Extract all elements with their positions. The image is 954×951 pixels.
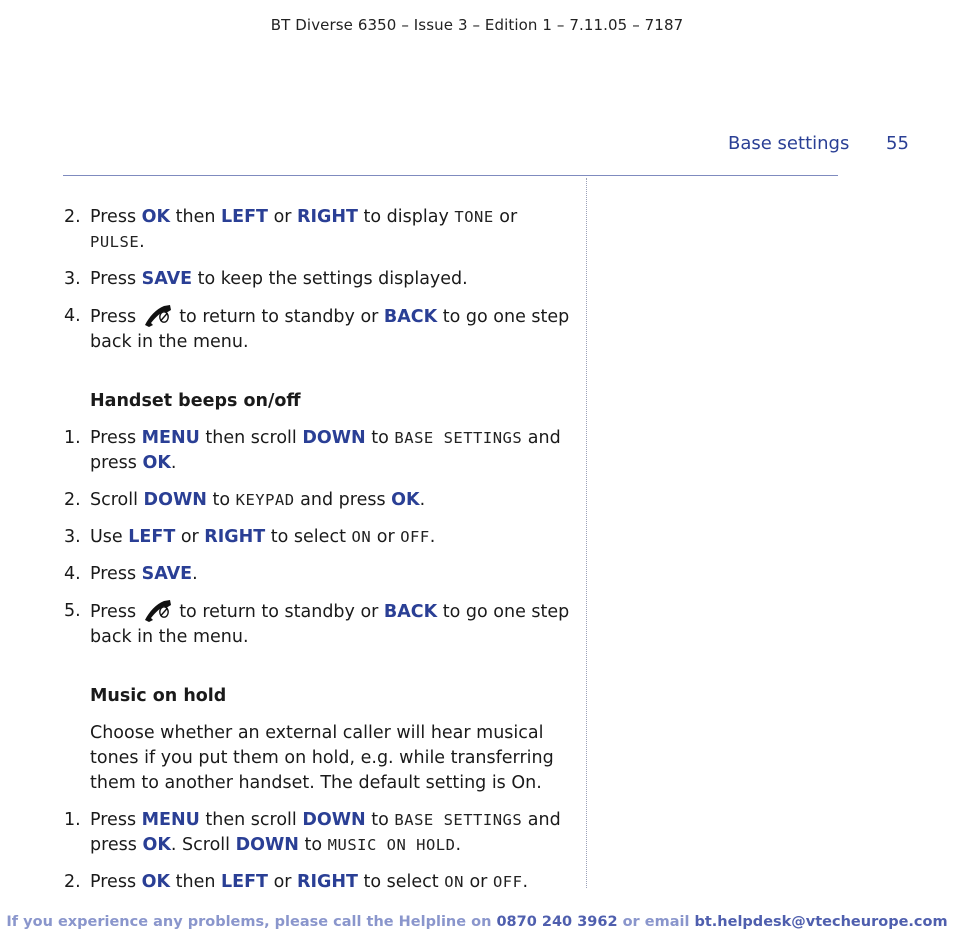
key-label: LEFT [128,527,176,547]
key-label: DOWN [235,835,299,855]
key-label: BACK [383,307,438,327]
list-item: 4. Press SAVE. [64,564,198,584]
document-reference: BT Diverse 6350 – Issue 3 – Edition 1 – 7.11.05 – 7187 [270,16,684,34]
step-list [64,808,574,895]
music-intro-paragraph: Choose whether an external caller will hear musical tones if you put them on hold, e.g. while transferring them to another handset. The default setting is On. [90,723,554,793]
header-rule [63,175,838,176]
list-item: 1. Press MENU then scroll DOWN to BASE SETTINGS and press OK. Scroll DOWN to MUSIC ON HOLD. [64,810,561,855]
display-text: OFF [400,528,430,546]
list-item: 1. Press MENU then scroll DOWN to BASE SETTINGS and press OK. [64,428,561,473]
key-label: OK [391,490,420,510]
key-label: OK [141,207,171,227]
end-call-icon [142,304,174,328]
page-number: 55 [886,133,909,154]
display-text: BASE SETTINGS [394,811,523,829]
end-call-icon [142,599,174,623]
display-text: MUSIC ON HOLD [327,836,456,854]
key-label: SAVE [141,564,193,584]
key-label: BACK [383,602,438,622]
step-list [64,205,574,355]
key-label: MENU [141,810,200,830]
helpline-phone: 0870 240 3962 [496,914,618,930]
list-item: 4. Press to return to standby or BACK to go one step back in the menu. [64,306,570,352]
list-item: 3. Use LEFT or RIGHT to select ON or OFF. [64,527,436,547]
display-text: ON [444,873,464,891]
display-text: KEYPAD [235,491,295,509]
display-text: TONE [454,208,494,226]
key-label: RIGHT [204,527,266,547]
key-label: OK [141,872,171,892]
display-text: PULSE [90,233,140,251]
key-label: RIGHT [297,872,358,892]
display-text: ON [351,528,372,546]
section-title: Base settings [728,133,850,154]
subheading-handset-beeps: Handset beeps on/off [90,391,301,411]
list-item: 2. Scroll DOWN to KEYPAD and press OK. [64,490,426,510]
key-label: OK [142,835,171,855]
key-label: RIGHT [297,207,358,227]
list-item: 5. Press to return to standby or BACK to go one step back in the menu. [64,601,570,647]
key-label: OK [142,453,171,473]
key-label: LEFT [221,207,268,227]
display-text: OFF [492,873,523,891]
column-divider [586,178,587,888]
key-label: DOWN [302,810,366,830]
helpline-footer: If you experience any problems, please call the Helpline on 0870 240 3962 or email bt.helpdesk@vtecheurope.com [6,914,948,930]
list-item: 2. Press OK then LEFT or RIGHT to display TONE or PULSE. [64,207,518,252]
list-item: 3. Press SAVE to keep the settings displayed. [64,269,468,289]
step-list [64,426,574,650]
key-label: SAVE [141,269,193,289]
key-label: LEFT [221,872,268,892]
list-item: 2. Press OK then LEFT or RIGHT to select ON or OFF. [64,872,529,892]
helpdesk-email-link[interactable]: bt.helpdesk@vtecheurope.com [694,914,948,930]
display-text: BASE SETTINGS [394,429,523,447]
key-label: DOWN [302,428,366,448]
subheading-music-on-hold: Music on hold [90,686,227,706]
key-label: DOWN [143,490,207,510]
key-label: MENU [141,428,200,448]
main-content [64,205,574,907]
